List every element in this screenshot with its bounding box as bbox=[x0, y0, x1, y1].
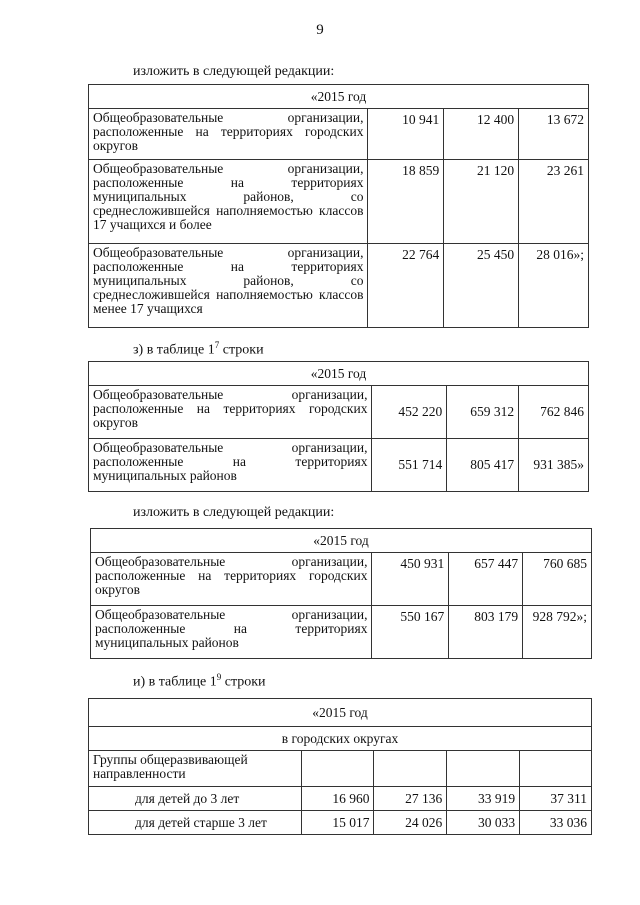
cell-value: 762 846 bbox=[519, 386, 589, 439]
table-2 bbox=[88, 361, 589, 492]
cell-value: 25 450 bbox=[444, 244, 519, 328]
cell-value: 23 261 bbox=[519, 160, 589, 244]
cell-value: 928 792»; bbox=[523, 606, 592, 659]
cell-value: 28 016»; bbox=[519, 244, 589, 328]
cell-value: 805 417 bbox=[447, 439, 519, 492]
page-number: 9 bbox=[316, 22, 324, 38]
cell-value: 15 017 bbox=[301, 811, 374, 835]
table-row bbox=[89, 386, 589, 439]
cell-value: 12 400 bbox=[444, 109, 519, 160]
cell-value: 30 033 bbox=[447, 811, 520, 835]
table-4 bbox=[88, 698, 592, 835]
row-description: Общеобразовательные организации, расположенные на территориях городских округов bbox=[89, 109, 368, 160]
cell-value: 24 026 bbox=[374, 811, 447, 835]
table-row bbox=[89, 109, 589, 160]
section-superscript: 7 bbox=[214, 340, 220, 350]
cell-value: 657 447 bbox=[449, 553, 523, 606]
cell-value: 803 179 bbox=[449, 606, 523, 659]
table-row bbox=[89, 811, 592, 835]
cell-value: 21 120 bbox=[444, 160, 519, 244]
cell-value: 931 385» bbox=[519, 439, 589, 492]
table-header: «2015 год bbox=[89, 362, 589, 386]
empty-cell bbox=[447, 751, 520, 787]
cell-value: 33 919 bbox=[447, 787, 520, 811]
empty-cell bbox=[374, 751, 447, 787]
table-header: «2015 год bbox=[89, 85, 589, 109]
section-text: строки bbox=[221, 674, 266, 690]
table-row bbox=[91, 553, 592, 606]
empty-cell bbox=[520, 751, 592, 787]
cell-value: 18 859 bbox=[368, 160, 444, 244]
table-1 bbox=[88, 84, 589, 328]
table-header: «2015 год bbox=[91, 529, 592, 553]
row-description: Общеобразовательные организации, расположенные на территориях муниципальных районов bbox=[89, 439, 372, 492]
table-row bbox=[89, 787, 592, 811]
section-text: строки bbox=[219, 342, 264, 358]
table-subheader: в городских округах bbox=[89, 727, 592, 751]
intro-paragraph: изложить в следующей редакции: bbox=[133, 64, 335, 79]
cell-value: 550 167 bbox=[372, 606, 449, 659]
cell-value: 27 136 bbox=[374, 787, 447, 811]
group-label: Группы общеразвивающей направленности bbox=[89, 751, 302, 787]
section-z-heading bbox=[133, 340, 264, 359]
cell-value: 22 764 bbox=[368, 244, 444, 328]
table-header: «2015 год bbox=[89, 699, 592, 727]
empty-cell bbox=[301, 751, 374, 787]
cell-value: 37 311 bbox=[520, 787, 592, 811]
table-row bbox=[89, 439, 589, 492]
row-description: для детей до 3 лет bbox=[89, 787, 302, 811]
cell-value: 452 220 bbox=[372, 386, 447, 439]
row-description: Общеобразовательные организации, расположенные на территориях муниципальных районов bbox=[91, 606, 372, 659]
cell-value: 13 672 bbox=[519, 109, 589, 160]
section-text: з) в таблице 1 bbox=[133, 342, 215, 358]
row-description: Общеобразовательные организации, расположенные на территориях муниципальных районов, со среднесложившейся наполняемостью классов менее 17 учащихся bbox=[89, 244, 368, 328]
table-row bbox=[91, 606, 592, 659]
row-description: Общеобразовательные организации, расположенные на территориях городских округов bbox=[91, 553, 372, 606]
cell-value: 16 960 bbox=[301, 787, 374, 811]
table-3 bbox=[90, 528, 592, 659]
cell-value: 760 685 bbox=[523, 553, 592, 606]
cell-value: 33 036 bbox=[520, 811, 592, 835]
table-row bbox=[89, 160, 589, 244]
intro-paragraph-2: изложить в следующей редакции: bbox=[133, 505, 335, 520]
table-row bbox=[89, 751, 592, 787]
cell-value: 551 714 bbox=[372, 439, 447, 492]
row-description: Общеобразовательные организации, расположенные на территориях муниципальных районов, со среднесложившейся наполняемостью классов 17 учащихся и более bbox=[89, 160, 368, 244]
section-superscript: 9 bbox=[216, 672, 222, 682]
cell-value: 10 941 bbox=[368, 109, 444, 160]
table-row bbox=[89, 244, 589, 328]
row-description: Общеобразовательные организации, расположенные на территориях городских округов bbox=[89, 386, 372, 439]
section-i-heading bbox=[133, 672, 266, 691]
cell-value: 659 312 bbox=[447, 386, 519, 439]
cell-value: 450 931 bbox=[372, 553, 449, 606]
row-description: для детей старше 3 лет bbox=[89, 811, 302, 835]
section-text: и) в таблице 1 bbox=[133, 674, 217, 690]
